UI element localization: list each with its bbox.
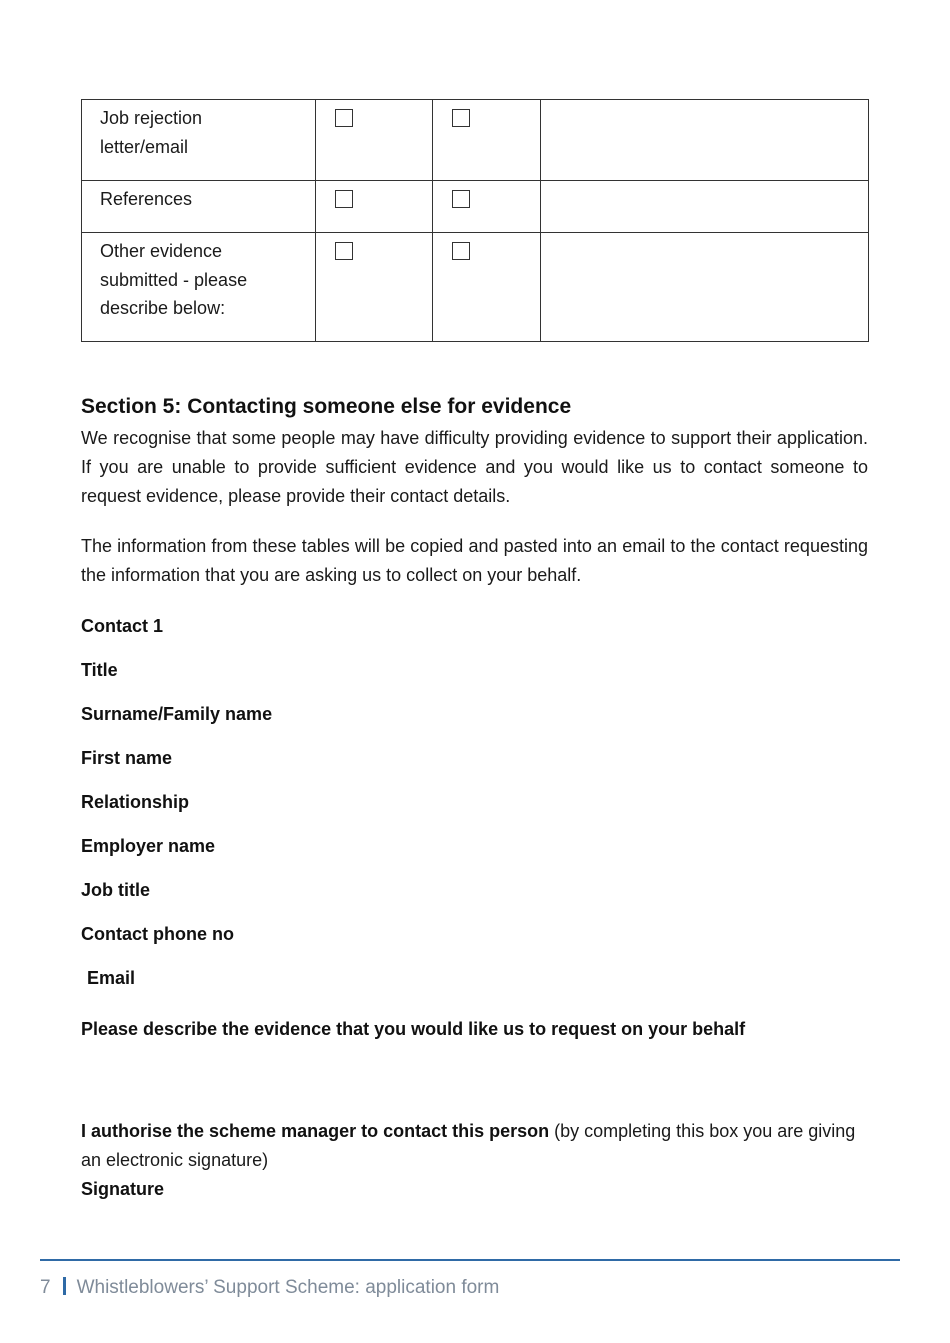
signature-label: Signature	[81, 1179, 165, 1199]
evidence-label-line: References	[100, 189, 193, 209]
job-title-label: Job title	[81, 880, 151, 900]
evidence-label-cell	[82, 233, 316, 342]
evidence-label-line: Other evidence	[100, 241, 223, 261]
notes-cell[interactable]	[541, 181, 869, 233]
evidence-label-line: letter/email	[100, 136, 189, 157]
table-row	[82, 100, 869, 181]
footer-divider	[40, 1259, 900, 1261]
table-row	[82, 181, 869, 233]
authorise-statement	[81, 1117, 868, 1175]
evidence-table	[81, 99, 869, 342]
footer-separator	[63, 1277, 66, 1295]
evidence-checkbox[interactable]	[335, 109, 353, 127]
evidence-checkbox[interactable]	[452, 242, 470, 260]
check-cell	[433, 100, 541, 181]
evidence-label-line: describe below:	[100, 298, 226, 318]
evidence-label-line: submitted - please	[100, 269, 248, 290]
evidence-checkbox[interactable]	[335, 242, 353, 260]
check-cell	[316, 181, 433, 233]
intro-paragraph: We recognise that some people may have difficulty providing evidence to support their application. If you are unable to provide sufficient evidence and you would like us to contact someone to request evidence, please provide their contact details.	[81, 428, 868, 506]
authorise-bold-text: I authorise the scheme manager to contact this person	[81, 1121, 550, 1141]
describe-evidence-label: Please describe the evidence that you would like us to request on your behalf	[81, 1019, 746, 1039]
page-footer	[40, 1276, 499, 1300]
email-label: Email	[87, 968, 136, 988]
evidence-label-cell	[82, 100, 316, 181]
info-paragraph: The information from these tables will be copied and pasted into an email to the contact requesting the information that you are asking us to collect on your behalf.	[81, 536, 868, 585]
check-cell	[433, 181, 541, 233]
notes-cell[interactable]	[541, 100, 869, 181]
check-cell	[316, 233, 433, 342]
authorise-note-text: (by completing this box you are giving an electronic signature)	[81, 1121, 856, 1170]
title-label: Title	[81, 660, 118, 680]
contact-phone-label: Contact phone no	[81, 924, 234, 944]
evidence-checkbox[interactable]	[335, 190, 353, 208]
contact-heading: Contact 1	[81, 616, 164, 636]
evidence-checkbox[interactable]	[452, 109, 470, 127]
table-row	[82, 233, 869, 342]
evidence-checkbox[interactable]	[452, 190, 470, 208]
surname-label: Surname/Family name	[81, 704, 273, 724]
evidence-label-cell	[82, 181, 316, 233]
employer-name-label: Employer name	[81, 836, 216, 856]
document-title: Whistleblowers’ Support Scheme: application form	[76, 1277, 500, 1298]
relationship-label: Relationship	[81, 792, 190, 812]
section-title: Section 5: Contacting someone else for evidence	[81, 395, 572, 418]
page-number: 7	[40, 1277, 51, 1298]
evidence-label-line: Job rejection	[100, 108, 203, 128]
notes-cell[interactable]	[541, 233, 869, 342]
check-cell	[433, 233, 541, 342]
first-name-label: First name	[81, 748, 173, 768]
check-cell	[316, 100, 433, 181]
